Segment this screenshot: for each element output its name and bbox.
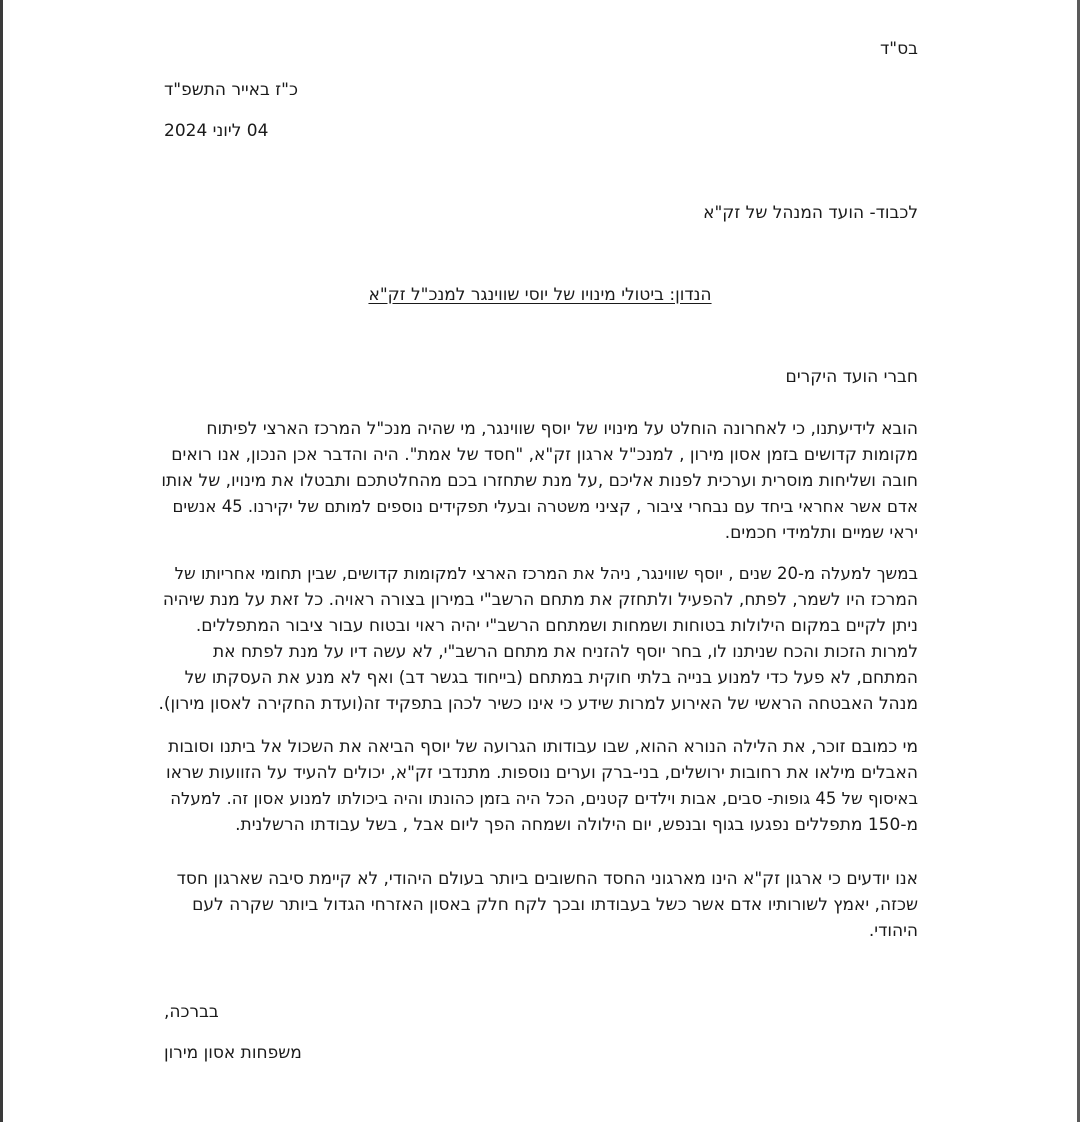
paragraph-line: מי כמובם זוכר, את הלילה הנורא ההוא, שבו עבודותו הגרועה של יוסף הביאה את השכול אל ביתנו וסובות [168,737,918,757]
paragraph-line: מנהל האבטחה הראשי של האירוע למרות שידע כי אינו כשיר לכהן בתפקיד זה(ועדת החקירה לאסון מירון). [158,694,918,714]
paragraph-4 [158,866,918,944]
signature: משפחות אסון מירון [164,1043,302,1063]
paragraph-line: המרכז היו לשמר, לפתח, להפעיל ולתחזק את מתחם הרשב"י במירון בצורה ראויה. כל זאת על מנת שיהיה [162,590,918,610]
closing: בברכה, [164,1002,219,1022]
paragraph-line: חובה ושליחות מוסרית וערכית לפנות אליכם ,על מנת שתחזרו בכם מהחלטתכם ותבטלו את מינויו, של אותו [161,471,918,491]
paragraph-line: מקומות קדושים בזמן אסון מירון , למנכ"ל ארגון זק"א, "חסד של אמת". היה והדבר אכן הנכון, אנו רואים [171,445,918,465]
header-mark: בס"ד [880,39,918,59]
paragraph-line: מ-150 מתפללים נפגעו בגוף ובנפש, יום הילולה ושמחה הפך ליום אבל , בשל עבודתו הרשלנית. [235,815,918,835]
paragraph-line: האבלים מילאו את רחובות ירושלים, בני-ברק וערים נוספות. מתנדבי זק"א, יכולים להעיד על הזוועות שראו [165,763,918,783]
paragraph-line: היהודי. [868,921,918,941]
paragraph-1 [158,416,918,546]
paragraph-line: אנו יודעים כי ארגון זק"א הינו מארגוני החסד החשובים ביותר בעולם היהודי, לא קיימת סיבה שארגון חסד [176,869,918,889]
subject-line [0,282,1080,308]
paragraph-2 [158,561,918,717]
paragraph-line: באיסוף של 45 גופות- סבים, אבות וילדים קטנים, הכל היה בזמן כהונתו והיה ביכולתו למנוע אסון זה. למעלה [170,789,918,808]
gregorian-date: 04 ליוני 2024 [164,121,269,141]
paragraph-line: למרות הזכות והכח שניתנו לו, בחר יוסף להזניח את מתחם הרשב"י, לא עשה דיו על מנת לפתח את [213,642,918,662]
page-left-edge [0,0,3,1122]
hebrew-date: כ"ז באייר התשפ"ד [164,80,298,100]
paragraph-line: שכזה, יאמץ לשורותיו אדם אשר כשל בעבודתו ובכך לקח חלק באסון האזרחי הגדול ביותר שקרה לעם [192,895,918,915]
paragraph-line: במשך למעלה מ-20 שנים , יוסף שווינגר, ניהל את המרכז הארצי למקומות קדושים, שבין תחומי אחריותו של [174,564,918,583]
subject-text: הנדון: ביטולי מינויו של יוסי שווינגר למנכ"ל זק"א [368,285,712,305]
paragraph-line: אדם אשר אחראי ביחד עם נבחרי ציבור , קציני משטרה ובעלי תפקידים נוספים למותם של יקירנו. 45 אנשים [172,497,918,516]
paragraph-3 [158,734,918,838]
paragraph-line: הובא לידיעתנו, כי לאחרונה הוחלט על מינויו של יוסף שווינגר, מי שהיה מנכ"ל המרכז הארצי לפיתוח [206,419,918,439]
paragraph-line: יראי שמיים ותלמידי חכמים. [724,523,918,543]
paragraph-line: המתחם, לא פעל כדי למנוע בנייה בלתי חוקית במתחם (בייחוד בגשר דב) ואף לא מנע את העסקתו של [184,668,918,688]
addressee: לכבוד- הועד המנהל של זק"א [703,203,918,223]
paragraph-line: ניתן לקיים במקום הילולות בטוחות ושמחות ושמתחם הרשב"י יהיה ראוי ובטוח עבור ציבור המתפללים. [195,616,918,636]
salutation: חברי הועד היקרים [785,367,918,387]
